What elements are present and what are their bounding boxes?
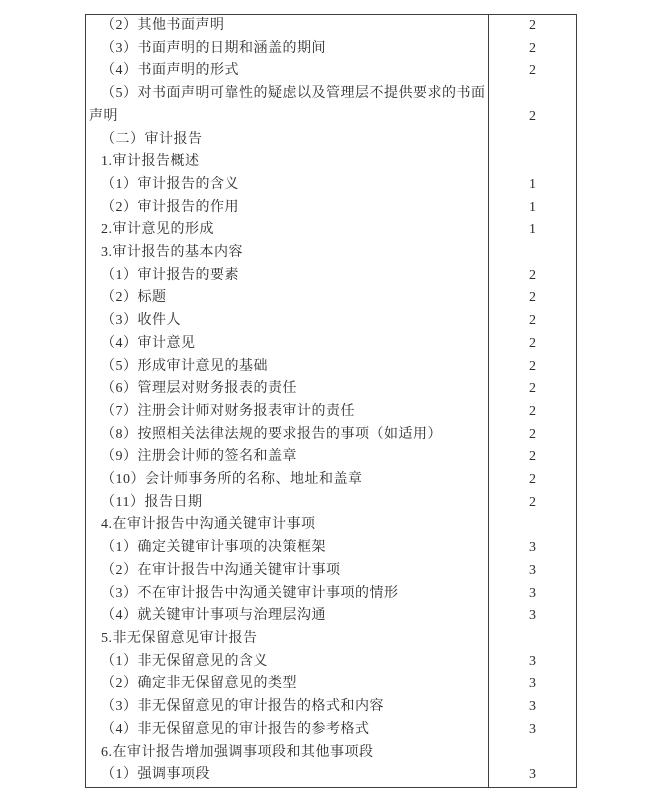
score-cell (488, 628, 576, 651)
topic-text: （1）审计报告的要素 (101, 267, 239, 283)
table-row (86, 696, 576, 719)
score-value: 3 (529, 608, 536, 624)
table-row (86, 378, 576, 401)
score-cell (488, 174, 576, 197)
score-value: 3 (529, 699, 536, 715)
score-value: 3 (529, 653, 536, 669)
score-value: 3 (529, 676, 536, 692)
topic-cell (86, 651, 488, 674)
topic-text: （2）其他书面声明 (101, 18, 225, 33)
topic-text: 2.审计意见的形成 (101, 222, 214, 238)
table-row (86, 446, 576, 469)
score-cell (488, 242, 576, 265)
score-cell (488, 651, 576, 674)
topic-cell (86, 764, 488, 787)
topic-text: （1）强调事项段 (101, 767, 210, 783)
score-cell (488, 310, 576, 333)
score-value: 2 (529, 494, 536, 510)
table-row (86, 401, 576, 424)
table-row (86, 673, 576, 696)
topic-cell (86, 696, 488, 719)
score-value: 2 (529, 426, 536, 442)
table-row (86, 469, 576, 492)
score-cell (488, 446, 576, 469)
score-cell (488, 197, 576, 220)
topic-text: 5.非无保留意见审计报告 (101, 630, 258, 646)
table-row (86, 537, 576, 560)
table-row (86, 560, 576, 583)
topic-text: （2）标题 (101, 290, 167, 306)
topic-cell (86, 492, 488, 515)
topic-text: （9）注册会计师的签名和盖章 (101, 449, 297, 465)
topic-text: （1）审计报告的含义 (101, 176, 239, 192)
score-value: 1 (529, 176, 536, 192)
topic-cell (86, 356, 488, 379)
score-cell (488, 469, 576, 492)
score-value: 2 (529, 449, 536, 465)
score-cell (488, 492, 576, 515)
syllabus-table (85, 14, 577, 788)
score-cell (488, 38, 576, 61)
table-row (86, 174, 576, 197)
topic-cell (86, 242, 488, 265)
topic-text: 4.在审计报告中沟通关键审计事项 (101, 517, 316, 533)
topic-cell (86, 174, 488, 197)
score-cell (488, 333, 576, 356)
topic-text: （1）确定关键审计事项的决策框架 (101, 540, 326, 556)
score-cell (488, 424, 576, 447)
topic-cell (86, 469, 488, 492)
topic-cell (86, 628, 488, 651)
score-cell (488, 537, 576, 560)
topic-text: （4）就关键审计事项与治理层沟通 (101, 608, 326, 624)
topic-cell (86, 219, 488, 242)
table-row (86, 242, 576, 265)
score-cell (488, 287, 576, 310)
score-value: 2 (529, 290, 536, 306)
table-row (86, 151, 576, 174)
topic-cell (86, 38, 488, 61)
topic-text: （2）在审计报告中沟通关键审计事项 (101, 562, 341, 578)
topic-text: （4）书面声明的形式 (101, 63, 239, 79)
score-value: 3 (529, 585, 536, 601)
score-cell (488, 514, 576, 537)
score-value: 2 (529, 358, 536, 374)
topic-cell (86, 537, 488, 560)
topic-text: （3）书面声明的日期和涵盖的期间 (101, 40, 326, 56)
topic-text: （3）不在审计报告中沟通关键审计事项的情形 (101, 585, 399, 601)
table-row (86, 628, 576, 651)
topic-text: （2）确定非无保留意见的类型 (101, 676, 297, 692)
topic-cell (86, 310, 488, 333)
topic-cell (86, 151, 488, 174)
topic-text: （1）非无保留意见的含义 (101, 653, 268, 669)
score-cell (488, 560, 576, 583)
topic-cell (86, 742, 488, 765)
score-cell (488, 265, 576, 288)
table-row (86, 219, 576, 242)
table-row (86, 719, 576, 742)
topic-text: （6）管理层对财务报表的责任 (101, 381, 297, 397)
score-value: 1 (529, 199, 536, 215)
topic-cell (86, 60, 488, 83)
topic-cell (86, 560, 488, 583)
topic-text: （4）审计意见 (101, 335, 196, 351)
score-cell (488, 764, 576, 787)
topic-text: （2）审计报告的作用 (101, 199, 239, 215)
score-cell (488, 401, 576, 424)
topic-text: （3）非无保留意见的审计报告的格式和内容 (101, 699, 384, 715)
topic-cell (86, 446, 488, 469)
score-cell (488, 696, 576, 719)
topic-cell (86, 719, 488, 742)
topic-text: （4）非无保留意见的审计报告的参考格式 (101, 721, 370, 737)
table-row (86, 265, 576, 288)
topic-cell (86, 378, 488, 401)
topic-cell (86, 287, 488, 310)
score-cell (488, 673, 576, 696)
score-cell (488, 742, 576, 765)
score-value: 2 (529, 267, 536, 283)
score-cell (488, 15, 576, 38)
topic-text: （8）按照相关法律法规的要求报告的事项（如适用） (101, 426, 442, 442)
score-cell (488, 83, 576, 128)
topic-text: （二）审计报告 (101, 131, 203, 147)
topic-cell (86, 673, 488, 696)
score-value: 2 (529, 313, 536, 329)
table-row (86, 764, 576, 787)
table-row (86, 333, 576, 356)
score-cell (488, 219, 576, 242)
topic-text: 声明 (89, 108, 118, 124)
table-row (86, 197, 576, 220)
score-value: 2 (529, 381, 536, 397)
topic-cell (86, 333, 488, 356)
score-value: 3 (529, 721, 536, 737)
score-value: 2 (529, 18, 536, 33)
score-cell (488, 378, 576, 401)
topic-cell (86, 401, 488, 424)
topic-cell (86, 605, 488, 628)
topic-text: （5）对书面声明可靠性的疑虑以及管理层不提供要求的书面 (101, 86, 486, 102)
score-cell (488, 605, 576, 628)
table-row (86, 424, 576, 447)
score-value: 2 (529, 472, 536, 488)
table-row (86, 129, 576, 152)
score-value: 3 (529, 540, 536, 556)
topic-cell (86, 129, 488, 152)
topic-cell (86, 424, 488, 447)
table-row (86, 38, 576, 61)
topic-text: （3）收件人 (101, 313, 181, 329)
topic-cell (86, 83, 488, 128)
score-value: 3 (529, 767, 536, 783)
table-row (86, 15, 576, 38)
score-cell (488, 129, 576, 152)
topic-cell (86, 514, 488, 537)
table-row (86, 605, 576, 628)
table-row (86, 583, 576, 606)
score-cell (488, 356, 576, 379)
table-row (86, 60, 576, 83)
table-row (86, 287, 576, 310)
score-value: 2 (529, 40, 536, 56)
table-row (86, 651, 576, 674)
score-value: 2 (529, 335, 536, 351)
score-cell (488, 583, 576, 606)
score-value: 2 (529, 63, 536, 79)
score-value: 2 (529, 403, 536, 419)
topic-text: （11）报告日期 (101, 494, 203, 510)
score-cell (488, 719, 576, 742)
topic-cell (86, 15, 488, 38)
topic-cell (86, 197, 488, 220)
topic-text: （5）形成审计意见的基础 (101, 358, 268, 374)
score-value: 3 (529, 562, 536, 578)
topic-text: 6.在审计报告增加强调事项段和其他事项段 (101, 744, 374, 760)
topic-cell (86, 583, 488, 606)
score-value: 1 (529, 222, 536, 238)
topic-text: 1.审计报告概述 (101, 154, 200, 170)
table-row (86, 492, 576, 515)
topic-text: （10）会计师事务所的名称、地址和盖章 (101, 472, 363, 488)
table-row (86, 514, 576, 537)
score-cell (488, 151, 576, 174)
table-row (86, 742, 576, 765)
table-row (86, 310, 576, 333)
topic-text: （7）注册会计师对财务报表审计的责任 (101, 403, 355, 419)
score-cell (488, 60, 576, 83)
topic-text: 3.审计报告的基本内容 (101, 245, 243, 261)
table-row (86, 83, 576, 128)
score-value: 2 (529, 108, 536, 124)
table-row (86, 356, 576, 379)
topic-cell (86, 265, 488, 288)
